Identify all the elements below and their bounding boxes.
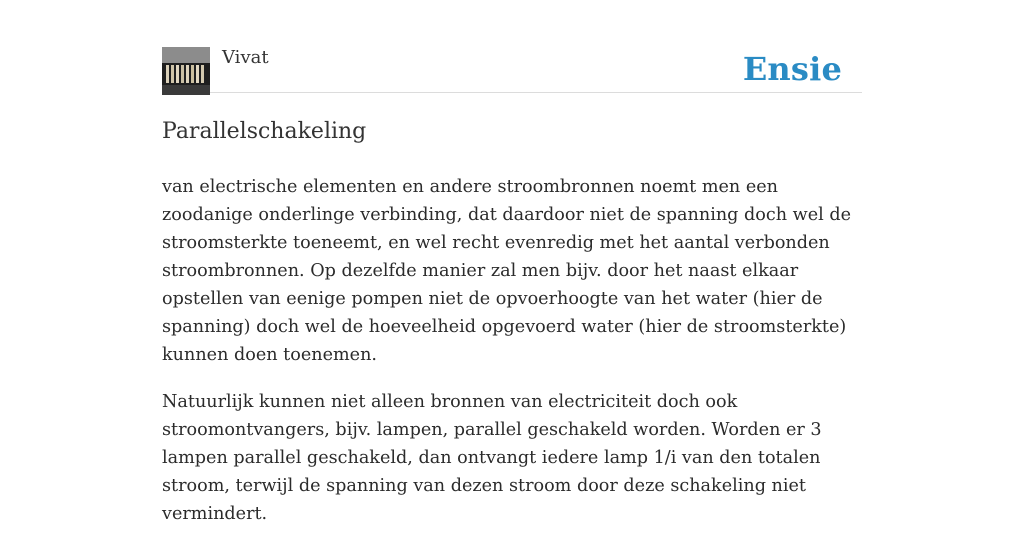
article-header <box>162 44 862 93</box>
article-title: Parallelschakeling <box>162 119 367 144</box>
book-spines-icon <box>162 47 210 95</box>
article-paragraph: Natuurlijk kunnen niet alleen bronnen van electriciteit doch ook stroomontvangers, bijv. lampen, parallel geschakeld worden. Worden er 3 lampen parallel geschakeld, dan ontvangt iedere lamp 1/i van den totalen stroom, terwijl de spanning van dezen stroom door deze schakeling niet vermindert. <box>162 392 822 524</box>
article-card <box>162 44 862 547</box>
article-paragraph: van electrische elementen en andere stroombronnen noemt men een zoodanige onderlinge verbinding, dat daardoor niet de spanning doch wel de stroomsterkte toeneemt, en wel recht evenredig met het aantal verbonden stroombronnen. Op dezelfde manier zal men bijv. door het naast elkaar opstellen van eenige pompen niet de opvoerhoogte van het water (hier de spanning) doch wel de hoeveelheid opgevoerd water (hier de stroomsterkte) kunnen doen toenemen. <box>162 177 852 365</box>
source-name[interactable]: Vivat <box>222 47 269 68</box>
source-avatar[interactable] <box>162 47 210 95</box>
article-body <box>162 173 862 528</box>
brand-logo[interactable]: Ensie <box>742 50 842 88</box>
